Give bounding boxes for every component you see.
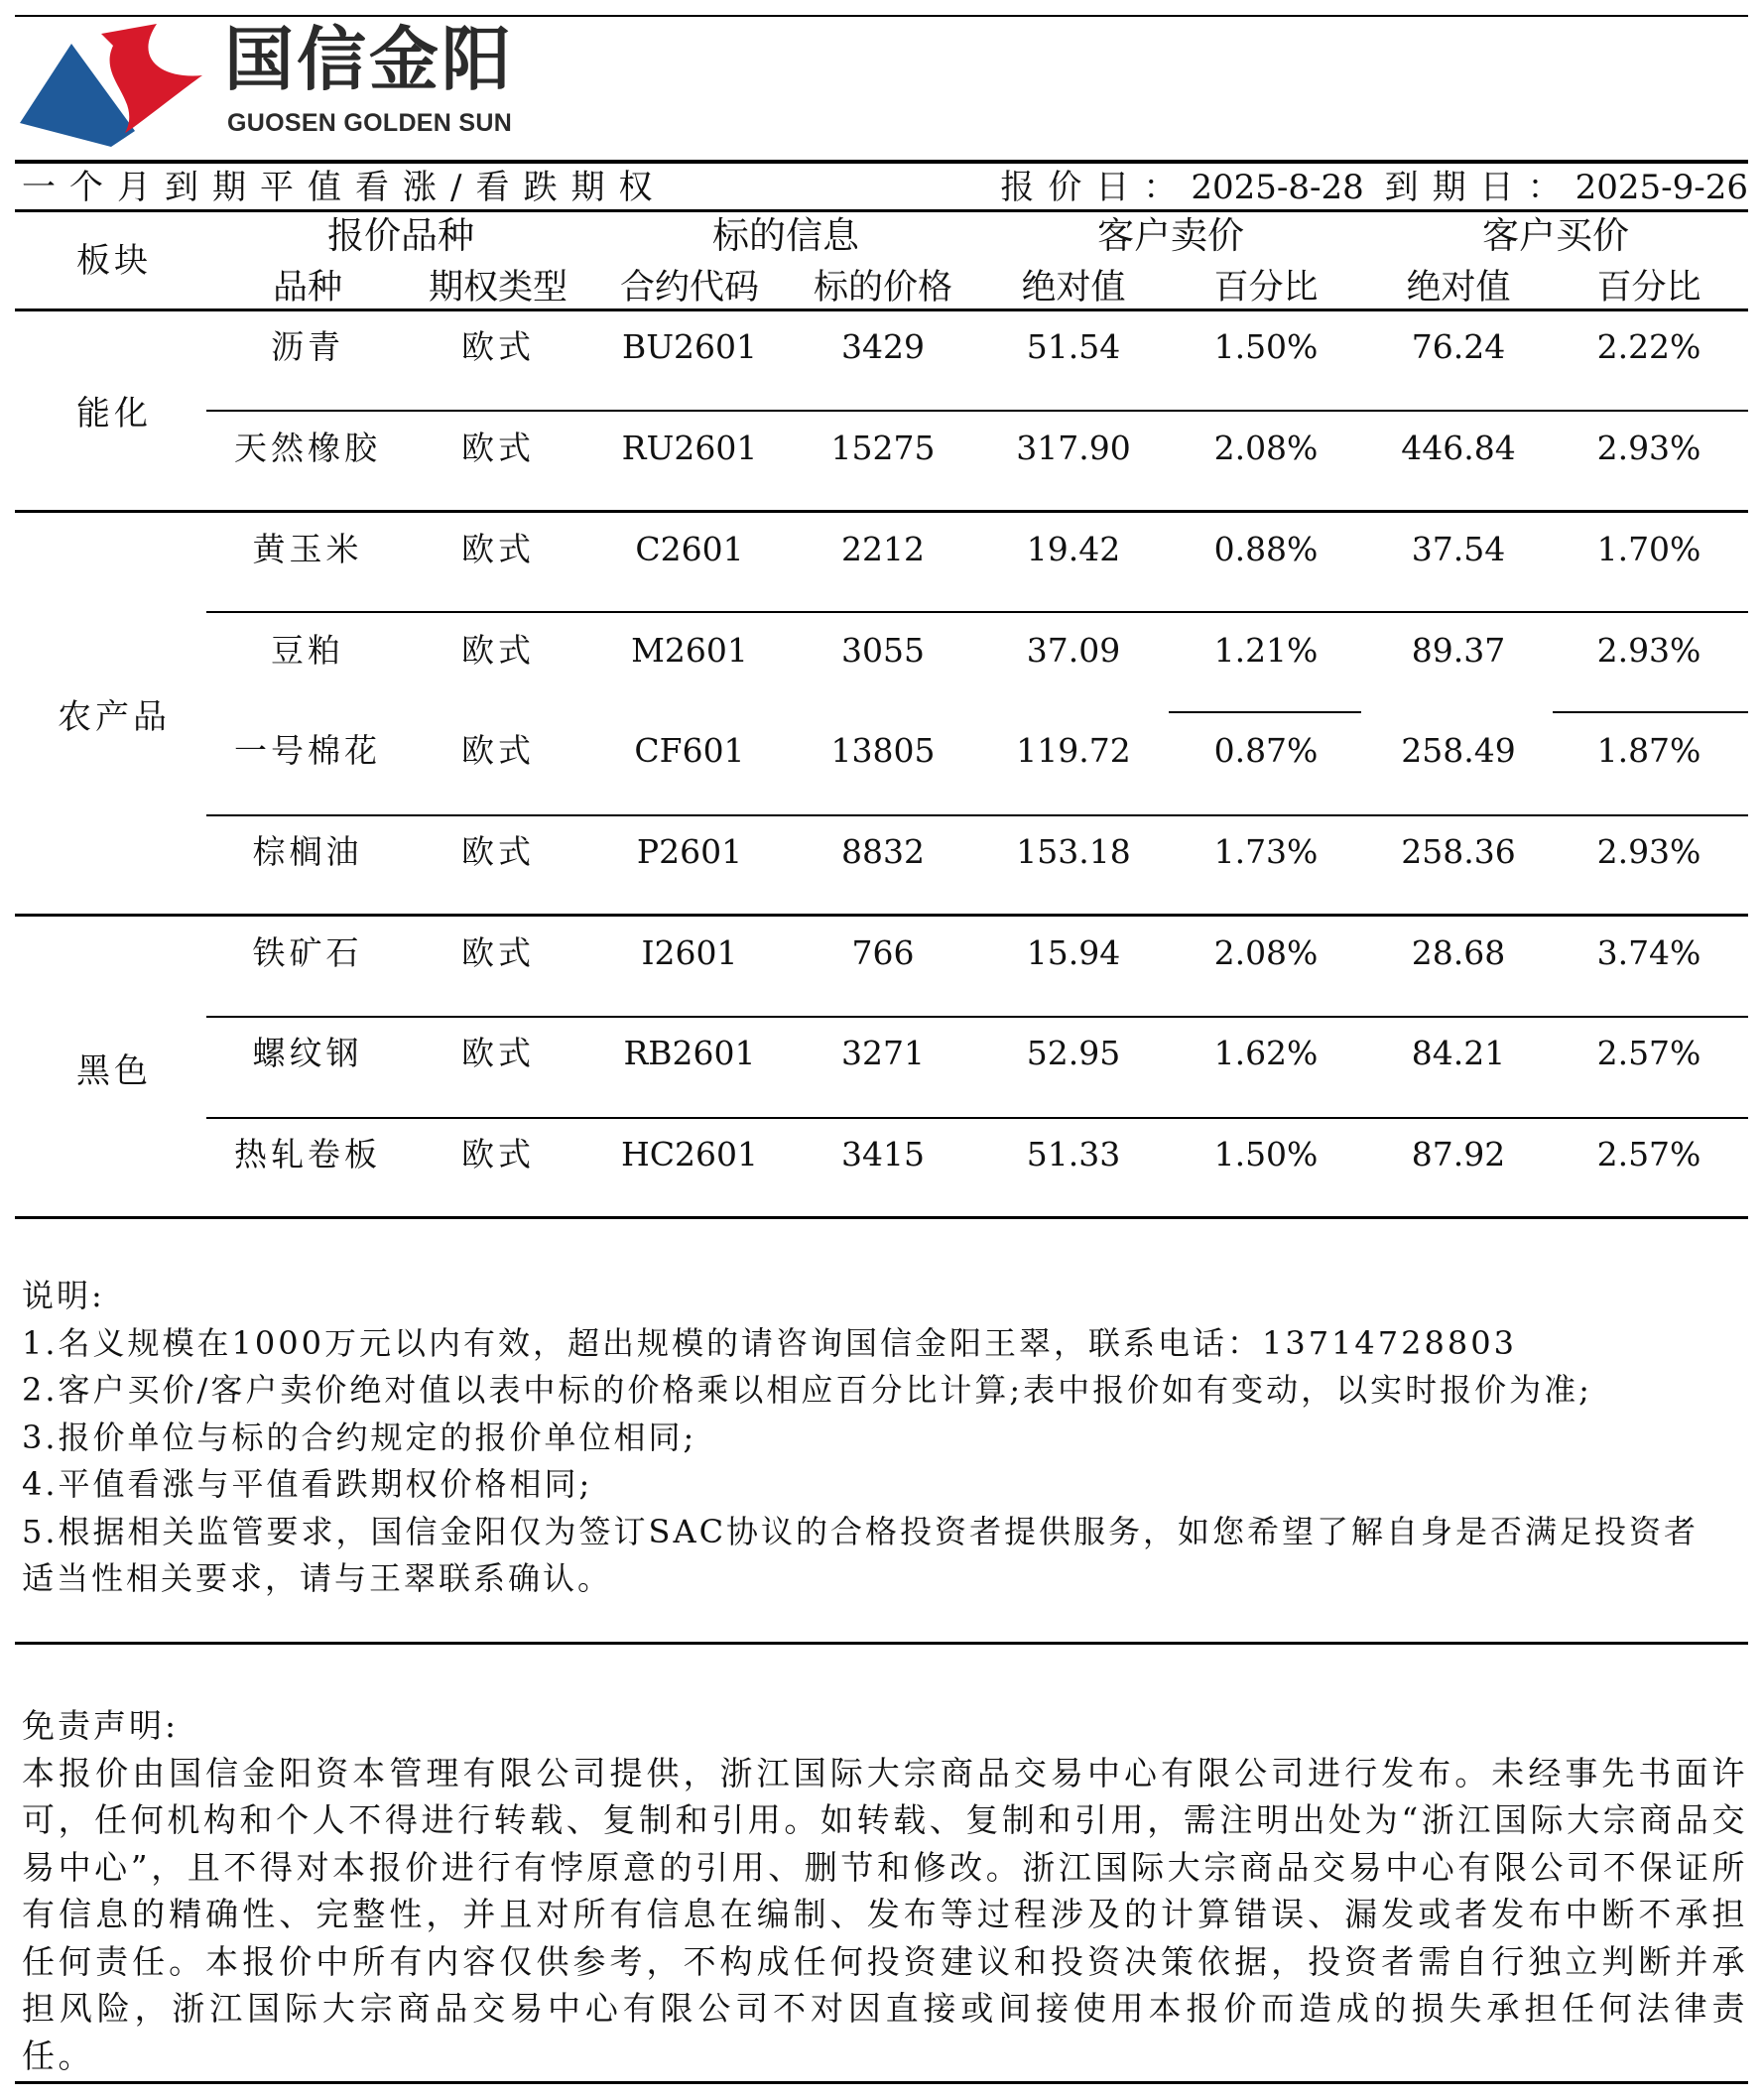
cell-option-type: 欧式 [461, 832, 535, 871]
cell-buy-pct: 2.93% [1596, 429, 1701, 467]
report-title: 一个月到期平值看涨/看跌期权 [22, 168, 667, 207]
cell-underlying-price: 766 [851, 933, 915, 972]
cell-buy-pct: 2.93% [1596, 832, 1701, 871]
cell-variety: 铁矿石 [252, 933, 363, 972]
header-sell-pct: 百分比 [1213, 268, 1319, 308]
note-item: 5.根据相关监管要求，国信金阳仅为签订SAC协议的合格投资者提供服务，如您希望了解自身是否满足投资者 [22, 1512, 1700, 1550]
cell-sell-abs: 52.95 [1026, 1034, 1121, 1072]
row-separator [206, 1117, 1748, 1119]
header-group-buy: 客户买价 [1482, 214, 1629, 257]
logo-chinese-name: 国信金阳 [224, 19, 514, 100]
sector-separator [15, 914, 1748, 917]
cell-option-type: 欧式 [461, 327, 535, 366]
cell-sell-pct: 1.62% [1213, 1034, 1319, 1072]
cell-buy-pct: 2.57% [1596, 1135, 1701, 1173]
header-buy-abs: 绝对值 [1406, 268, 1511, 308]
cell-sell-pct: 1.50% [1213, 1135, 1319, 1173]
cell-contract-code: BU2601 [621, 327, 758, 366]
cell-buy-abs: 258.36 [1401, 832, 1516, 871]
cell-sell-abs: 119.72 [1016, 731, 1131, 770]
row-separator [206, 410, 1748, 412]
top-rule [15, 15, 1748, 17]
expiry-date: 2025-9-26 [1575, 168, 1748, 207]
cell-option-type: 欧式 [461, 933, 535, 972]
quote-date-label: 报价日： [1000, 168, 1192, 207]
sector-energy-chem: 能化 [76, 394, 152, 433]
disclaimer-section [22, 1702, 1748, 2079]
note-item: 3.报价单位与标的合约规定的报价单位相同; [22, 1418, 697, 1456]
cell-underlying-price: 2212 [841, 530, 925, 568]
cell-buy-abs: 37.54 [1411, 530, 1506, 568]
cell-contract-code: M2601 [631, 631, 748, 670]
cell-sell-abs: 51.33 [1026, 1135, 1121, 1173]
cell-option-type: 欧式 [461, 429, 535, 467]
note-item: 1.名义规模在1000万元以内有效，超出规模的请咨询国信金阳王翠，联系电话：13714728803 [22, 1323, 1517, 1362]
sector-agriculture: 农产品 [58, 697, 171, 737]
cell-contract-code: HC2601 [620, 1135, 758, 1173]
disclaimer-body: 本报价由国信金阳资本管理有限公司提供，浙江国际大宗商品交易中心有限公司进行发布。未经事先书面许可，任何机构和个人不得进行转载、复制和引用。如转载、复制和引用，需注明出处为“浙江国际大宗商品交易中心”，且不得对本报价进行有悖原意的引用、删节和修改。浙江国际大宗商品交易中心有限公司不保证所有信息的精确性、完整性，并且对所有信息在编制、发布等过程涉及的计算错误、漏发或者发布中断不承担任何责任。本报价中所有内容仅供参考，不构成任何投资建议和投资决策依据，投资者需自行独立判断并承担风险，浙江国际大宗商品交易中心有限公司不对因直接或间接使用本报价而造成的损失承担任何法律责任。 [22, 1753, 1748, 2075]
cell-option-type: 欧式 [461, 1135, 535, 1173]
row-separator [1553, 711, 1748, 713]
cell-buy-abs: 84.21 [1411, 1034, 1506, 1072]
cell-option-type: 欧式 [461, 731, 535, 770]
disclaimer-heading: 免责声明: [22, 1706, 180, 1745]
cell-underlying-price: 13805 [830, 731, 936, 770]
sector-separator [15, 510, 1748, 513]
cell-variety: 黄玉米 [252, 530, 363, 568]
cell-contract-code: I2601 [641, 933, 738, 972]
cell-variety: 螺纹钢 [252, 1034, 363, 1072]
cell-sell-abs: 317.90 [1016, 429, 1131, 467]
header-group-sell: 客户卖价 [1097, 214, 1244, 257]
notes-section [22, 1273, 1748, 1603]
cell-buy-pct: 2.93% [1596, 631, 1701, 670]
cell-underlying-price: 3271 [841, 1034, 925, 1072]
header-sell-abs: 绝对值 [1021, 268, 1126, 308]
header-contract-code: 合约代码 [619, 268, 760, 308]
cell-variety: 天然橡胶 [234, 429, 381, 467]
cell-sell-abs: 19.42 [1026, 530, 1121, 568]
cell-option-type: 欧式 [461, 530, 535, 568]
date-info [1000, 167, 1748, 208]
cell-underlying-price: 15275 [830, 429, 936, 467]
cell-underlying-price: 3429 [841, 327, 925, 366]
cell-variety: 热轧卷板 [234, 1135, 381, 1173]
cell-sell-abs: 15.94 [1026, 933, 1121, 972]
cell-variety: 棕榈油 [252, 832, 363, 871]
cell-buy-pct: 1.70% [1596, 530, 1701, 568]
cell-buy-pct: 3.74% [1596, 933, 1701, 972]
notes-bottom-rule [15, 1642, 1748, 1645]
cell-sell-pct: 1.21% [1213, 631, 1319, 670]
header-group-variety: 报价品种 [327, 214, 474, 257]
cell-buy-abs: 258.49 [1401, 731, 1516, 770]
row-separator [206, 611, 1748, 613]
cell-contract-code: RU2601 [621, 429, 758, 467]
row-separator [206, 1016, 1748, 1018]
header-group-underlying: 标的信息 [712, 214, 859, 257]
notes-heading: 说明: [22, 1277, 105, 1314]
cell-option-type: 欧式 [461, 1034, 535, 1072]
cell-variety: 沥青 [271, 327, 344, 366]
cell-sell-abs: 153.18 [1016, 832, 1131, 871]
cell-contract-code: P2601 [636, 832, 743, 871]
row-separator [1169, 711, 1361, 713]
cell-sell-pct: 2.08% [1213, 429, 1319, 467]
table-bottom-rule [15, 1216, 1748, 1219]
cell-variety: 一号棉花 [234, 731, 381, 770]
cell-sell-abs: 37.09 [1026, 631, 1121, 670]
cell-buy-abs: 89.37 [1411, 631, 1506, 670]
cell-buy-abs: 76.24 [1411, 327, 1506, 366]
note-item: 适当性相关要求，请与王翠联系确认。 [22, 1559, 613, 1597]
cell-sell-pct: 2.08% [1213, 933, 1319, 972]
cell-sell-abs: 51.54 [1026, 327, 1121, 366]
quote-date: 2025-8-28 [1191, 168, 1364, 207]
logo-english-name: GUOSEN GOLDEN SUN [227, 109, 513, 137]
cell-option-type: 欧式 [461, 631, 535, 670]
cell-contract-code: C2601 [635, 530, 744, 568]
cell-variety: 豆粕 [271, 631, 344, 670]
header-option-type: 期权类型 [428, 268, 568, 308]
cell-buy-pct: 1.87% [1596, 731, 1701, 770]
cell-sell-pct: 0.87% [1213, 731, 1319, 770]
header-bottom-rule [15, 309, 1748, 311]
header-top-rule [15, 209, 1748, 212]
cell-buy-abs: 87.92 [1411, 1135, 1506, 1173]
cell-underlying-price: 8832 [841, 832, 925, 871]
note-item: 2.客户买价/客户卖价绝对值以表中标的价格乘以相应百分比计算;表中报价如有变动，以实时报价为准; [22, 1371, 1592, 1409]
header-variety: 品种 [272, 268, 343, 308]
title-top-rule [15, 160, 1748, 164]
header-underlying-price: 标的价格 [813, 268, 953, 308]
guosen-logo-icon [14, 20, 212, 149]
header-sector: 板块 [76, 241, 152, 281]
cell-buy-pct: 2.22% [1596, 327, 1701, 366]
cell-underlying-price: 3055 [841, 631, 925, 670]
cell-sell-pct: 0.88% [1213, 530, 1319, 568]
sector-ferrous: 黑色 [76, 1051, 152, 1091]
cell-buy-abs: 446.84 [1401, 429, 1516, 467]
expiry-date-label: 到期日： [1384, 168, 1575, 207]
note-item: 4.平值看涨与平值看跌期权价格相同; [22, 1465, 593, 1503]
cell-buy-pct: 2.57% [1596, 1034, 1701, 1072]
cell-sell-pct: 1.50% [1213, 327, 1319, 366]
cell-contract-code: CF601 [634, 731, 745, 770]
page-bottom-rule [15, 2081, 1748, 2084]
cell-underlying-price: 3415 [841, 1135, 925, 1173]
cell-sell-pct: 1.73% [1213, 832, 1319, 871]
header-buy-pct: 百分比 [1596, 268, 1701, 308]
cell-buy-abs: 28.68 [1411, 933, 1506, 972]
row-separator [206, 814, 1748, 816]
cell-contract-code: RB2601 [623, 1034, 756, 1072]
